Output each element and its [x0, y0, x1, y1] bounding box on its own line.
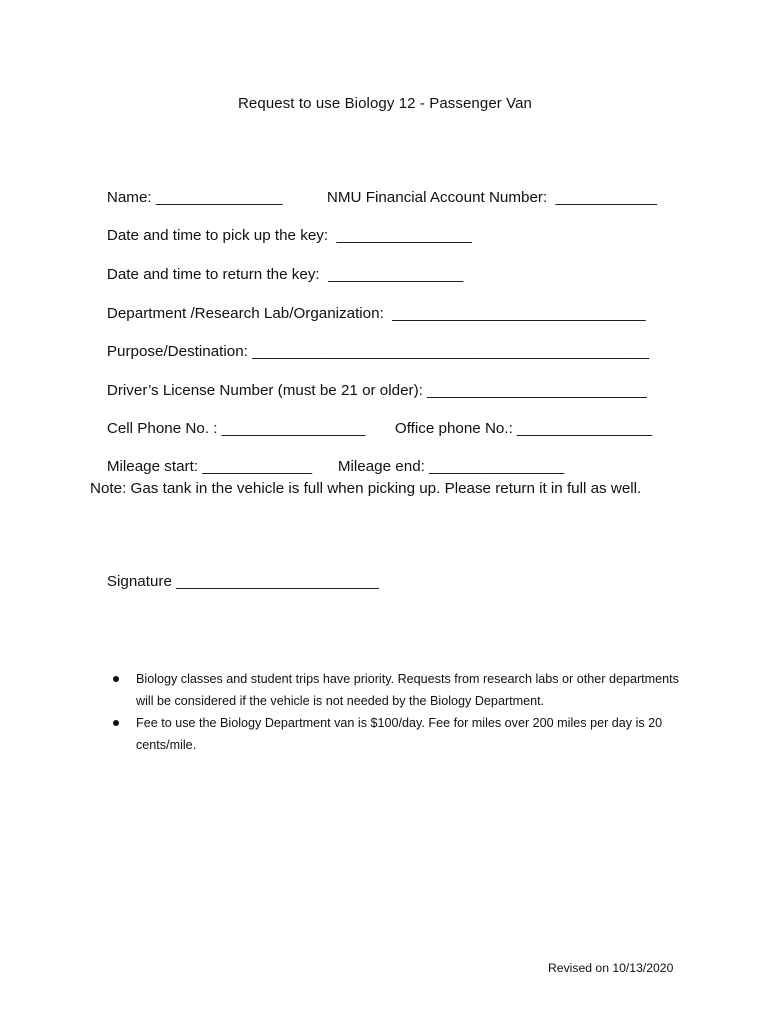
list-item	[110, 712, 685, 756]
return-time-field[interactable]: Date and time to return the key: ________________	[106, 266, 464, 283]
department-field[interactable]: Department /Research Lab/Organization: ______________________________	[106, 305, 646, 322]
policy-list	[110, 668, 685, 756]
form-title: Request to use Biology 12 - Passenger Van	[238, 95, 532, 112]
account-number-field[interactable]: NMU Financial Account Number: ____________	[326, 189, 657, 206]
gas-note: Note: Gas tank in the vehicle is full when picking up. Please return it in full as well.	[90, 480, 642, 497]
drivers-license-field[interactable]: Driver’s License Number (must be 21 or older): __________________________	[106, 382, 647, 399]
list-item	[110, 668, 685, 712]
cell-phone-field[interactable]: Cell Phone No. : _________________	[106, 420, 366, 437]
signature-row	[90, 556, 379, 607]
bullet-icon	[113, 720, 119, 726]
revised-date: Revised on 10/13/2020	[548, 961, 674, 975]
mileage-start-field[interactable]: Mileage start: _____________	[106, 458, 313, 475]
mileage-end-field[interactable]: Mileage end: ________________	[337, 458, 565, 475]
office-phone-field[interactable]: Office phone No.: ________________	[394, 420, 653, 437]
pickup-time-field[interactable]: Date and time to pick up the key: ________________	[106, 227, 472, 244]
policy-priority-text: Biology classes and student trips have priority. Requests from research labs or other departments will be considered if the vehicle is not needed by the Biology Department.	[136, 672, 679, 708]
purpose-destination-field[interactable]: Purpose/Destination: _______________________________________________	[106, 343, 650, 360]
name-field[interactable]: Name: _______________	[106, 189, 283, 206]
signature-field[interactable]: Signature ________________________	[106, 573, 379, 590]
bullet-icon	[113, 676, 119, 682]
policy-fee-text: Fee to use the Biology Department van is $100/day. Fee for miles over 200 miles per day is 20 cents/mile.	[136, 716, 663, 752]
